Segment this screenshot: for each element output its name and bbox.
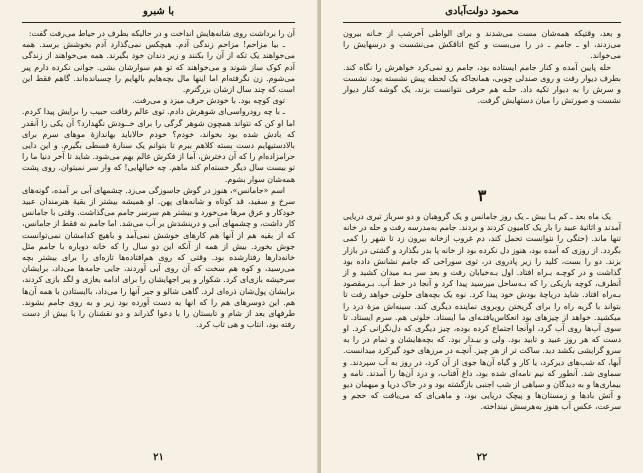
paragraph: حله پایین آمده و کنار جامم ایستاده بود، جامم رو نمی‌کرد خواهرش را نگاه کند. بطرف دیوار رفت و روی صندلی چوبی، همانجاکه یک لحظه پیش نشسته بود، نشست و سرش را به دیوار تکیه داد. حلـه هم حرفی نتوانست بزند، یک گوشه کنار دیوار نشست و صورتش را میان دستهایش گرفت. xyxy=(343,62,621,106)
paragraph: اسم «جامانس»، هنوز در گوش جاسوزگی می‌زد. چشمهای آبی بر آمده، گونه‌های سرخ و سفید، قد کوتاه و شانه‌های پهن. او همیشه بیشتر از بقیهٔ هنرمندان عبید خودکار و عرق مرها می‌خورد و بیشتر هم سرسر جامم می‌گذاشت. وقتی با جامانس کار داشت، و چشمهای آبی و درینشدش بر آب می‌شد. اما جامم نه فقط از جامانس، که از بقیه هم از آنها هم کارهای خوشش نمی‌آمد و باهیچ کدامشان نمی‌توانست جوش بخورد. بیش از همه از آنکه این دو سال را که خانه دوباره با جامم مثل خانه‌دارها رفتارشده بود. وقتی که روی هم‌افتاده‌ها تازه‌ای را برای بیشتر بچه می‌رسید، و کوه هم سخت که آن روی آبی آوردند، جایی جامه‌ها می‌داد، برایشان سرخیشه بازی‌ای کرد. شکوار و پیر اجهایشان را برای ادامه بغازی و لگد بازی کردند، برایشان پول‌شان ذره‌ای لرد. گاهی شالو و جیر آنها را می‌داد، باایستادن با همه آن‌ها هم. این دوسرهای هم را که انها به دست آورده بود زیر و به روی جامم بشوند. طرفهای بعد از شام و تابستان را با دعوا گذراند و دو نقشنان را با بیش از دست رفته بود، انتاب و هی تاب کرد. xyxy=(22,185,295,330)
header-rule-left xyxy=(22,22,295,23)
chapter-number: ۳ xyxy=(477,186,487,205)
page-number-right: ۲۲ xyxy=(476,452,488,463)
running-header-left: با شبرو xyxy=(142,6,175,17)
paragraph: یک ماه بعد ـ کم یـا بیش ـ یک روز جامانس و یک گروهبان و دو سرباز تیری دریایی آمدند و اثاثیهٔ عبید را بار یک کامیون کردند و بردند. جامم به‌مدرسه رفت و حله در خانه تنها ماند. (حتگی را نتوانست تحمل کند، دم غروب ازخانه بیرون زد تا شهر را کمی بگردد. از روزی که آمده بود، هنوز دل نکرده بود از خانه پا بدر بگذارد و گشتی در بازار بزند. دو را بست، کلید را زیر پادروی در، توی سوراخی که جامم نشانش داده بود گذاشت و در کوچـه بـراه افتاد. اول بـه‌خیابان رفت و بعد سر بـه میدان کشید و از آنطرف، کوچه باریکی را که بـه‌ساحل میرسید پیدا کرد و آنجا در خط آب. بـرمقصود بـه‌راه افتاد. شاید دریاچهٔ بودش خود پیدا کرد. نوه یک بچه‌های خلوتی خواهد رفت تا بتواند با گریه راه را برای گریختن روبروی نماینده دیگری کند. سینه‌اش مزهٔ درد را میکشید. خواهد از چیزهای بود انعکاس‌یافتـه‌ای ما ایستاد. خلوتی هم. سرم ایستاد. تا سوی آب‌ها روی آب گرد، اوآنجا اجتماع کرده بوده، چیز دیگری که دل‌نگرانی کرد. او دست که هر روز عبید و تابید بود. ولی و بیـدار بود. که بچه‌هایشان و تمام در را به سرو گرایشی بکشد دید. ساکت تر از هر چیز. آنچـه در مرزهای خود گیرکرد میدانست. آبها، که شب‌های دیرکرد، یا کار و گیاه آن‌ها جوی از آن کرد، در روز به آب سپردند. و سماوی شد. آنطور که نیم نامه‌ای شده بود، داغ آفتاب، و درد آن‌ها را آمدند. نامه و بیماری‌ها و به دیدگان و سیاهی از شب اجنبی بازگشته بود و در خاک دریا و میهمان دیو و آتش بادها و زمستان‌ها و پیچک دریایی بود، و ماهی‌ای که می‌یافت که حجم و سرعت، عکس آب هنوز به‌هرسش نینداخته. xyxy=(343,212,621,412)
left-page xyxy=(0,0,318,473)
running-header-right: محمود دولت‌آبادی xyxy=(445,6,519,17)
right-page xyxy=(321,0,643,473)
paragraph: توی کوچه بود. با خودش حرف میزد و می‌رفت. xyxy=(132,96,285,106)
paragraph: آن را برداشت روی شانه‌هایش انداخت و در حالیکه بطرف در حیاط می‌رفت گفت: xyxy=(28,29,295,38)
paragraph: ـ بیا مزاحم! مزاحم زندگی آدم. هیچکس نمی‌گذارد آدم بخوشش برسد. همه می‌خواهند یک تکه از آن را بکنند و زیر دندان خود بگیرند. همه می‌خواهند از زندگی آدم کوک ساز شوند و می‌خواهند که تو هم سوارشان بشی. جوانی نکرده دارم پیر می‌شوم. زن نگرفته‌ام اما اینها مال بچه‌هایم بالهایم را چسبانده‌اند. گاهم فقط این است که چند سال ازشان بزرگترم. xyxy=(22,40,295,95)
right-page-body-top xyxy=(343,28,621,106)
header-rule-right xyxy=(343,22,621,23)
page-number-left: ۲۱ xyxy=(153,452,164,463)
paragraph: و بعد، وقتیکه همه‌شان مست می‌شدند و برای الواطی آخرشب از خـانه بیرون می‌زدند، او ـ جامم ـ در را می‌بست و کنج اتاقکش می‌نشست و درسهایش را می‌خواند. xyxy=(343,29,621,61)
right-page-body-bottom xyxy=(343,211,621,413)
paragraph: ـ با چه رودرواسی‌ای شوهرش دادم. توی عالم رفاقت حبیب را برایش پیدا کردم. اما او کن که نتواند همچون شوهر گرگی را برای خــودش نگهدارد؟ آن یکی را آنقدر که بادش شده بود بخواند، خودم؟ خودم حالاباید بهاندازهٔ موهای سرم برای بالادستیهایم دست بسته کلاهم ببرم تا بتوانم یک سنارهٔ قسطی بگیرم. و این دایی حرامزاده‌ام را که آن دخترش، آما از فکرش غالم بهم می‌شود. شاید تا آخر دنیا ما را تو بیست سال دیگر خسته‌ام کند ماهم. چه خیالهایی! که وار سر نمیتوان. روی پشت همه‌شان سوار بشوم. xyxy=(22,107,295,184)
left-page-body xyxy=(22,28,295,330)
